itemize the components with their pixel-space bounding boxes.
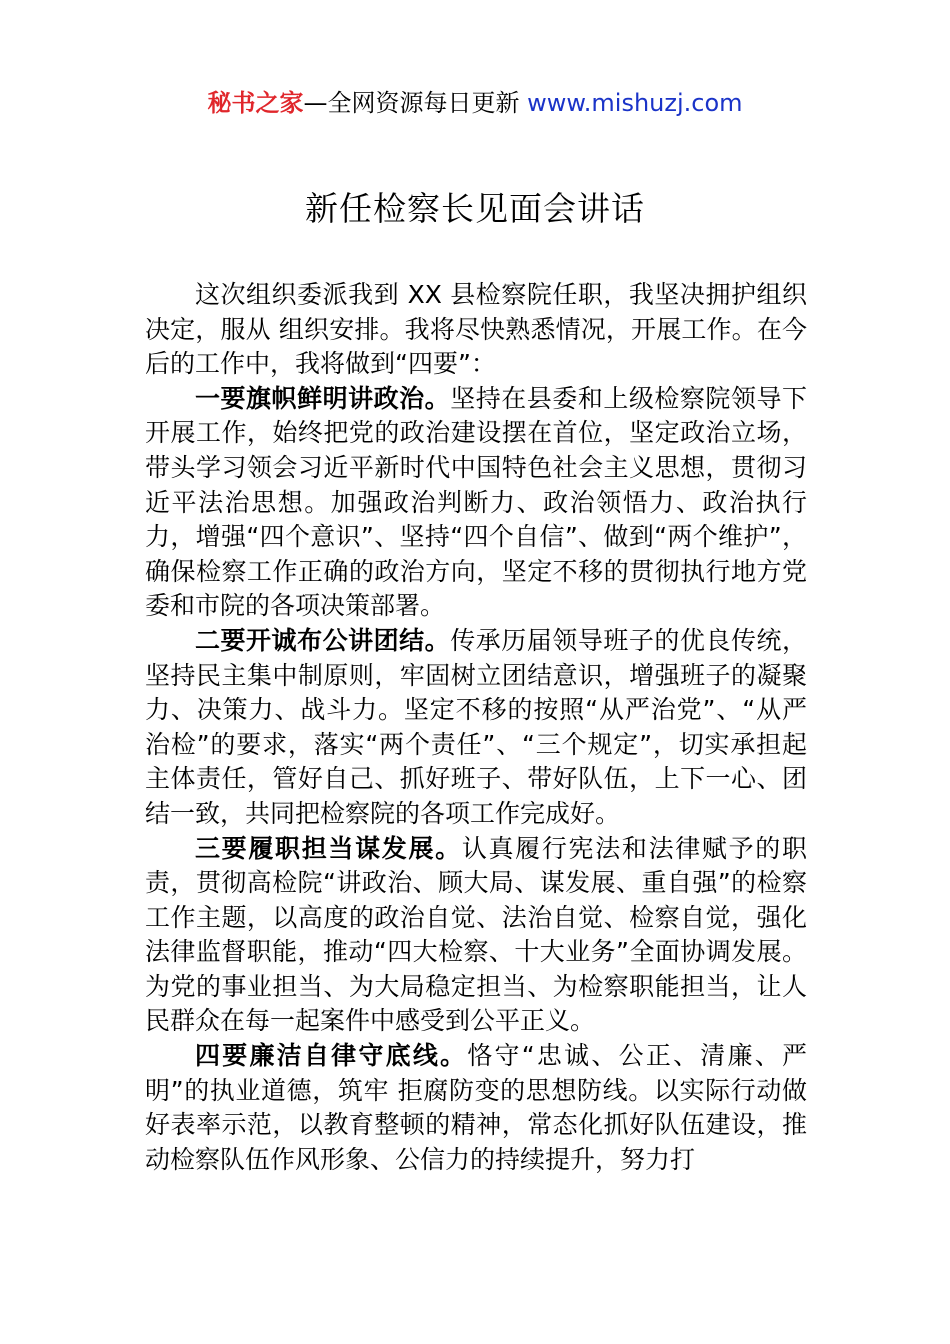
- paragraph-text: 坚持在县委和上级检察院领导下开展工作，始终把党的政治建设摆在首位，坚定政治立场，带头学习领会习近平新时代中国特色社会主义思想，贯彻习近平法治思想。加强政治判断力、政治领悟力、政治执行力，增强“四个意识”、坚持“四个自信”、做到“两个维护”，确保检察工作正确的政治方向，坚定不移的贯彻执行地方党委和市院的各项决策部署。: [145, 383, 807, 621]
- paragraph-intro: [145, 278, 807, 382]
- paragraph-point-1: [145, 382, 807, 624]
- paragraph-point-2: [145, 624, 807, 832]
- paragraph-point-3: [145, 832, 807, 1040]
- site-brand: 秘书之家: [207, 89, 304, 117]
- paragraph-text: 这次组织委派我到 XX 县检察院任职，我坚决拥护组织决定，服从 组织安排。我将尽快熟悉情况，开展工作。在今后的工作中，我将做到“四要”：: [145, 280, 807, 379]
- paragraph-lead: 三要履职担当谋发展。: [195, 833, 462, 863]
- paragraph-text: 恪守“忠诚、公正、清廉、严明”的执业道德，筑牢 拒腐防变的思想防线。以实际行动做好表率示范，以教育整顿的精神，常态化抓好队伍建设，推动检察队伍作风形象、公信力的持续提升，努力打: [145, 1041, 807, 1174]
- document-title: 新任检察长见面会讲话: [305, 189, 645, 228]
- paragraph-lead: 一要旗帜鲜明讲政治。: [195, 383, 451, 413]
- document-body: [145, 278, 807, 1177]
- site-tagline: —全网资源每日更新: [303, 89, 520, 117]
- paragraph-text: 认真履行宪法和法律赋予的职责，贯彻高检院“讲政治、顾大局、谋发展、重自强”的检察工作主题，以高度的政治自觉、法治自觉、检察自觉，强化法律监督职能，推动“四大检察、十大业务”全面协调发展。为党的事业担当、为大局稳定担当、为检察职能担当，让人民群众在每一起案件中感受到公平正义。: [145, 833, 807, 1036]
- paragraph-lead: 四要廉洁自律守底线。: [195, 1041, 468, 1071]
- site-header: [0, 86, 950, 120]
- paragraph-text: 传承历届领导班子的优良传统，坚持民主集中制原则，牢固树立团结意识，增强班子的凝聚力、决策力、战斗力。坚定不移的按照“从严治党”、“从严治检”的要求，落实“两个责任”、“三个规定”，切实承担起主体责任，管好自己、抓好班子、带好队伍，上下一心、团结一致，共同把检察院的各项工作完成好。: [145, 625, 807, 828]
- site-url-link[interactable]: www.mishuzj.com: [527, 89, 743, 117]
- paragraph-point-4: [145, 1039, 807, 1177]
- paragraph-lead: 二要开诚布公讲团结。: [195, 625, 451, 655]
